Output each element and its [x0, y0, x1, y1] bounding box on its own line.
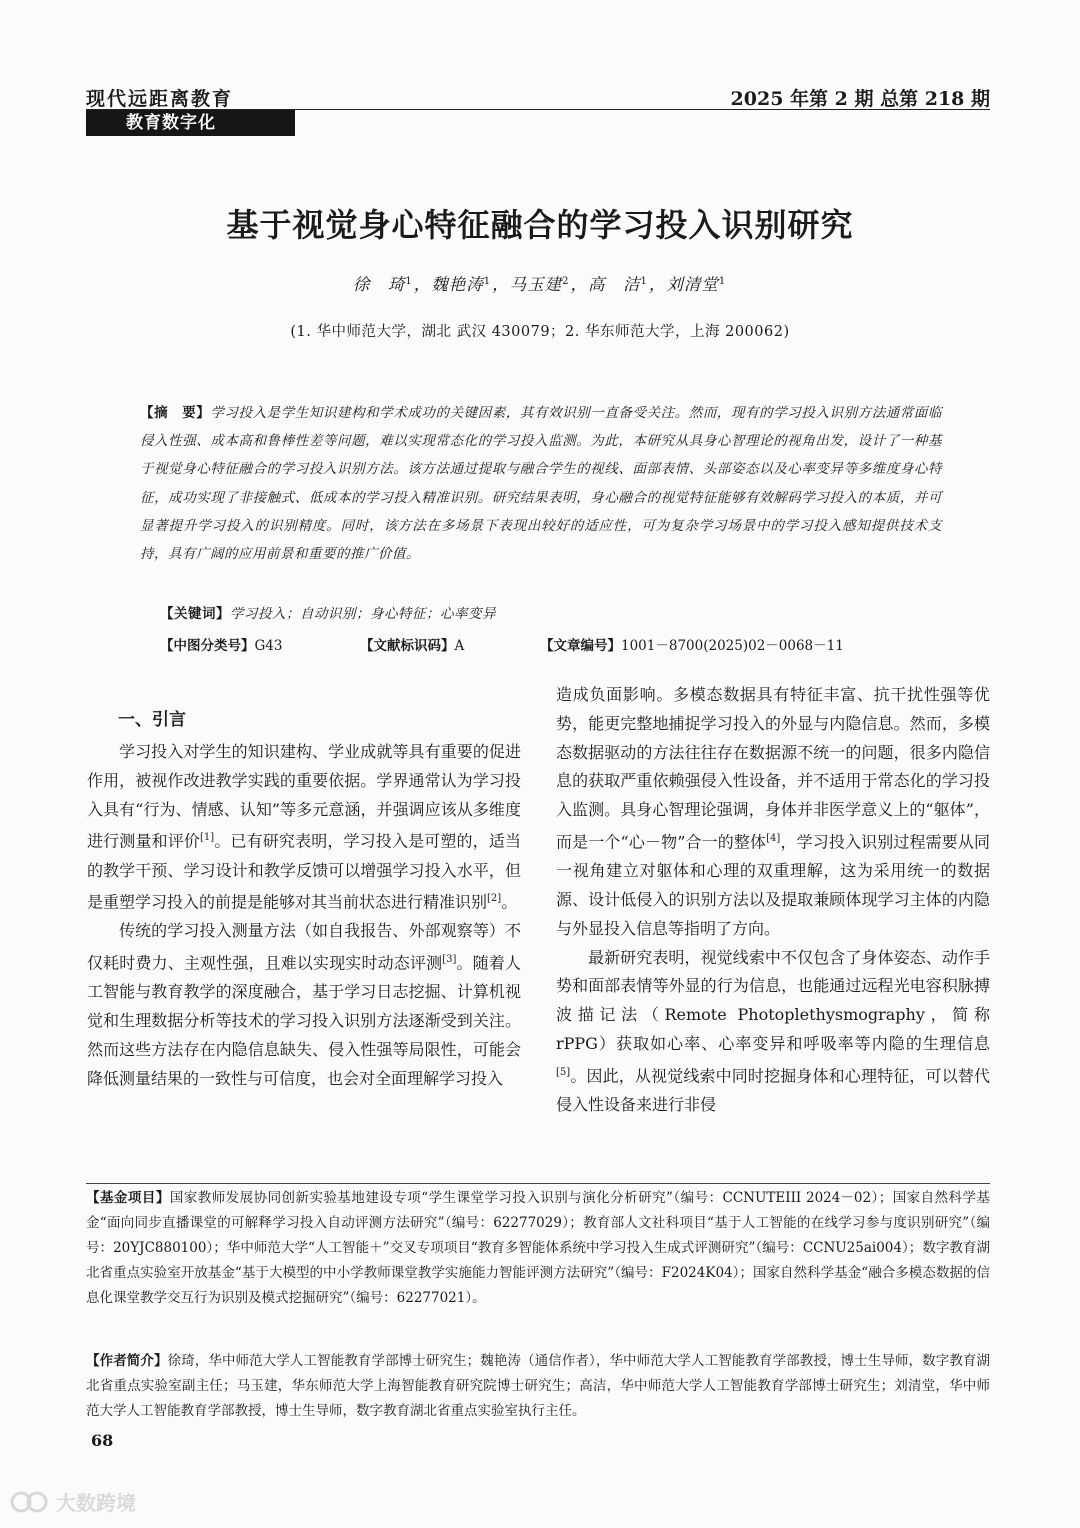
article-number-label: 【文章编号】	[540, 638, 621, 654]
section-bar	[86, 110, 295, 136]
para-text: 学习投入对学生的知识建构、学业成就等具有重要的促进作用，被视作改进教学实践的重要依据。学界通常认为学习投入具有“行为、情感、认知”等多元意涵，并强调应该从多维度进行测量和评价	[87, 742, 521, 851]
author-aff: 1	[405, 275, 413, 287]
article-number-value: 1001－8700(2025)02－0068－11	[621, 638, 844, 654]
para-text: 最新研究表明，视觉线索中不仅包含了身体姿态、动作手势和面部表情等外显的行为信息，也能通过远程光电容积脉搏波描记法（Remote Photoplethysmography，简称 rPPG）获取如心率、心率变异和呼吸率等内隐的生理信息	[556, 947, 990, 1053]
abstract	[140, 399, 942, 568]
footnote-rule	[86, 1183, 990, 1184]
para-text: 造成负面影响。多模态数据具有特征丰富、抗干扰性强等优势，能更完整地捕捉学习投入的外显与内隐信息。然而，多模态数据驱动的方法往往存在数据源不统一的问题，很多内隐信息的获取严重依赖强侵入性设备，并不适用于常态化的学习投入监测。具身心智理论强调，身体并非医学意义上的“躯体”，而是一个“心－物”合一的整体	[556, 685, 990, 852]
author-name: 马玉建	[509, 275, 563, 294]
paragraph	[556, 944, 990, 1120]
author-aff: 1	[718, 275, 727, 287]
watermark-text: 大数跨境	[56, 1491, 136, 1515]
left-column	[87, 738, 521, 1094]
para-text: 传统的学习投入测量方法（如自我报告、外部观察等）不仅耗时费力、主观性强，且难以实现实时动态评测	[87, 921, 521, 973]
keywords	[160, 602, 496, 622]
issue-info: 2025 年第 2 期 总第 218 期	[730, 88, 990, 110]
author-aff: 1	[483, 275, 492, 287]
para-text: 。已有研究表明，学习投入是可塑的，适当的教学干预、学习设计和教学反馈可以增强学习投入水平，但是重塑学习投入的前提是能够对其当前状态进行精准识别	[87, 831, 521, 912]
paragraph	[87, 738, 521, 917]
clc-value: G43	[254, 638, 283, 654]
citation: [2]	[487, 893, 502, 905]
clc-label: 【中图分类号】	[160, 638, 255, 654]
paper-title: 基于视觉身心特征融合的学习投入识别研究	[226, 206, 854, 244]
keywords-text: 学习投入；自动识别；身心特征；心率变异	[230, 606, 496, 622]
author-aff: 2	[562, 275, 570, 287]
citation: [1]	[200, 832, 215, 844]
para-text: 。因此，从视觉线索中同时挖掘身体和心理特征，可以替代侵入性设备来进行非侵	[556, 1066, 990, 1114]
clc-number	[160, 634, 282, 654]
author-name: 刘清堂	[666, 275, 719, 294]
section-heading: 一、引言	[118, 710, 186, 730]
author-name: 魏艳涛	[431, 275, 484, 294]
author-list: 徐 琦$^1$，魏艳涛$^1$，马玉建$^2$，高 洁$^1$，刘清堂$^1$	[352, 275, 727, 294]
author-bio-label: 【作者简介】	[86, 1353, 168, 1369]
author-name: 徐 琦	[352, 275, 406, 294]
para-text: 。	[501, 892, 518, 912]
paragraph	[556, 681, 990, 944]
keywords-label: 【关键词】	[160, 606, 230, 622]
paragraph	[87, 917, 521, 1093]
section-label: 教育数字化	[126, 113, 216, 133]
right-column	[556, 681, 990, 1120]
citation: [3]	[442, 954, 457, 966]
journal-name: 现代远距离教育	[86, 88, 234, 110]
funding-label: 【基金项目】	[86, 1190, 170, 1206]
doc-code-label: 【文献标识码】	[360, 638, 455, 654]
abstract-label: 【摘 要】	[140, 405, 211, 421]
para-text: 。随着人工智能与教育教学的深度融合，基于学习日志挖掘、计算机视觉和生理数据分析等技术的学习投入识别方法逐渐受到关注。然而这些方法存在内隐信息缺失、侵入性强等局限性，可能会降低测量结果的一致性与可信度，也会对全面理解学习投入	[87, 953, 521, 1088]
doc-code	[360, 634, 464, 654]
citation: [4]	[766, 832, 781, 844]
affiliations: (1. 华中师范大学，湖北 武汉 430079；2. 华东师范大学，上海 200062)	[290, 324, 790, 340]
article-number	[540, 634, 844, 654]
watermark-logo-icon	[10, 1489, 50, 1515]
watermark	[10, 1487, 136, 1516]
doc-code-value: A	[454, 638, 465, 654]
funding-footnote	[86, 1186, 990, 1311]
author-bio-text: 徐琦，华中师范大学人工智能教育学部博士研究生；魏艳涛（通信作者），华中师范大学人工智能教育学部教授，博士生导师，数字教育湖北省重点实验室副主任；马玉建，华东师范大学上海智能教育研究院博士研究生；高洁，华中师范大学人工智能教育学部博士研究生；刘清堂，华中师范大学人工智能教育学部教授，博士生导师，数字教育湖北省重点实验室执行主任。	[86, 1353, 991, 1419]
author-bio-footnote	[86, 1349, 990, 1424]
author-name: 高 洁	[587, 275, 641, 294]
page-number: 68	[91, 1431, 114, 1450]
author-aff: 1	[640, 275, 648, 287]
para-text: ，学习投入识别过程需要从同一视角建立对躯体和心理的双重理解，这为采用统一的数据源、设计低侵入的识别方法以及提取兼顾体现学习主体的内隐与外显投入信息等指明了方向。	[556, 832, 990, 938]
abstract-text: 学习投入是学生知识建构和学术成功的关键因素，其有效识别一直备受关注。然而，现有的学习投入识别方法通常面临侵入性强、成本高和鲁棒性差等问题，难以实现常态化的学习投入监测。为此，本研究从具身心智理论的视角出发，设计了一种基于视觉身心特征融合的学习投入识别方法。该方法通过提取与融合学生的视线、面部表情、头部姿态以及心率变异等多维度身心特征，成功实现了非接触式、低成本的学习投入精准识别。研究结果表明，身心融合的视觉特征能够有效解码学习投入的本质，并可显著提升学习投入的识别精度。同时，该方法在多场景下表现出较好的适应性，可为复杂学习场景中的学习投入感知提供技术支持，具有广阔的应用前景和重要的推广价值。	[140, 405, 943, 563]
citation: [5]	[556, 1066, 571, 1078]
funding-text: 国家教师发展协同创新实验基地建设专项“学生课堂学习投入识别与演化分析研究”（编号：CCNUTEIII 2024－02）；国家自然科学基金“面向同步直播课堂的可解释学习投入自动评测方法研究”（编号：62277029）；教育部人文社科项目“基于人工智能的在线学习参与度识别研究”（编号：20YJC880100）；华中师范大学“人工智能＋”交叉专项项目“教育多智能体系统中学习投入生成式评测研究”（编号：CCNU25ai004）；数字教育湖北省重点实验室开放基金“基于大模型的中小学教师课堂教学实施能力智能评测方法研究”（编号：F2024K04）；国家自然科学基金“融合多模态数据的信息化课堂教学交互行为识别及模式挖掘研究”（编号：62277021）。	[86, 1190, 990, 1306]
